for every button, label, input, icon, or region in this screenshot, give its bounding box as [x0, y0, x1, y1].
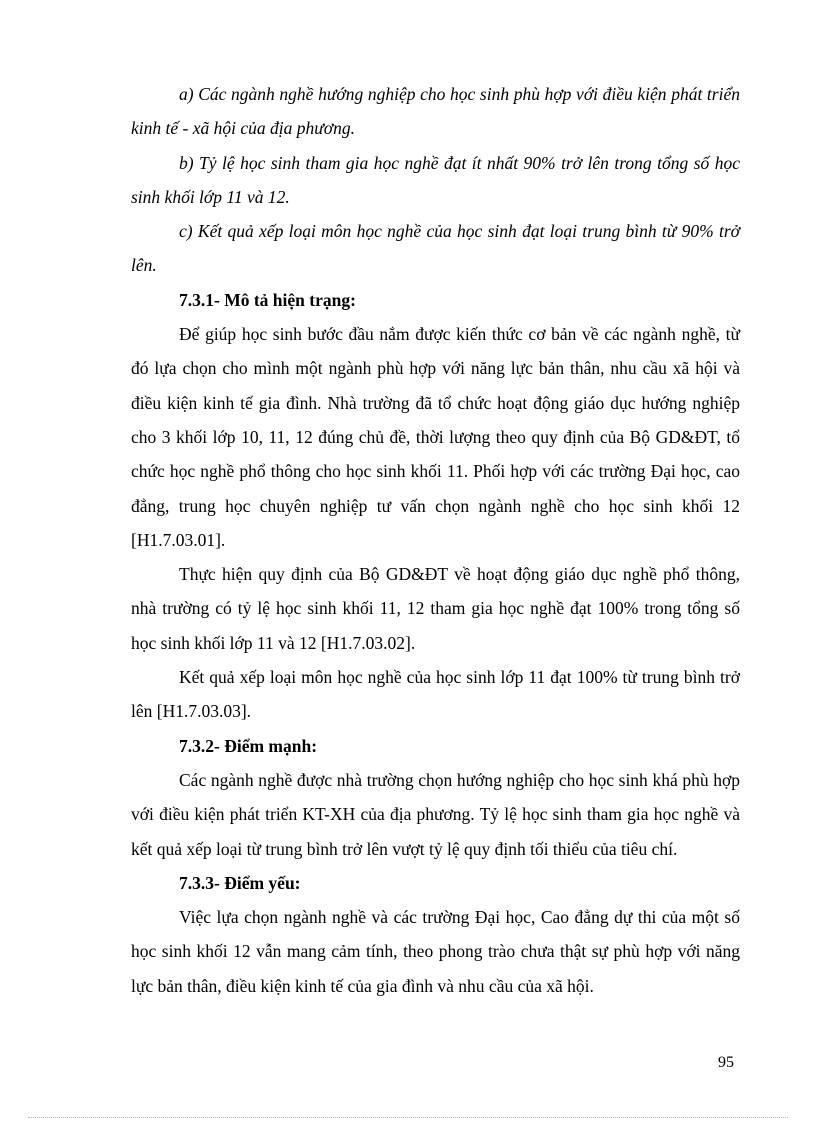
section-heading-current-status: 7.3.1- Mô tả hiện trạng:: [179, 289, 356, 310]
paragraph: Việc lựa chọn ngành nghề và các trường Đại học, Cao đẳng dự thi của một số học sinh khối 12 vẫn mang cảm tính, theo phong trào chưa thật sự phù hợp với năng lực bản thân, điều kiện kinh tế của gia đình và nhu cầu của xã hội.: [131, 907, 740, 996]
page-bottom-divider: [28, 1117, 788, 1118]
paragraph: Các ngành nghề được nhà trường chọn hướng nghiệp cho học sinh khá phù hợp với điều kiện phát triển KT-XH của địa phương. Tỷ lệ học sinh tham gia học nghề và kết quả xếp loại từ trung bình trở lên vượt tỷ lệ quy định tối thiểu của tiêu chí.: [131, 769, 740, 859]
criterion-b: b) Tỷ lệ học sinh tham gia học nghề đạt ít nhất 90% trở lên trong tổng số học sinh khối lớp 11 và 12.: [131, 152, 740, 207]
criterion-a: a) Các ngành nghề hướng nghiệp cho học sinh phù hợp với điều kiện phát triển kinh tế - xã hội của địa phương.: [131, 84, 740, 139]
paragraph: Thực hiện quy định của Bộ GD&ĐT về hoạt động giáo dục nghề phổ thông, nhà trường có tỷ lệ học sinh khối 11, 12 tham gia học nghề đạt 100% trong tổng số học sinh khối lớp 11 và 12 [H1.7.03.02].: [131, 564, 740, 653]
section-heading-strengths: 7.3.2- Điểm mạnh:: [179, 735, 318, 756]
page-number: 95: [718, 1054, 734, 1071]
criterion-c: c) Kết quả xếp loại môn học nghề của học sinh đạt loại trung bình từ 90% trở lên.: [131, 221, 740, 276]
page-content: [131, 77, 740, 1003]
paragraph: Kết quả xếp loại môn học nghề của học sinh lớp 11 đạt 100% từ trung bình trở lên [H1.7.03.03].: [131, 667, 740, 722]
section-heading-weaknesses: 7.3.3- Điểm yếu:: [179, 872, 301, 893]
paragraph: Để giúp học sinh bước đầu nắm được kiến thức cơ bản về các ngành nghề, từ đó lựa chọn cho mình một ngành phù hợp với năng lực bản thân, nhu cầu xã hội và điều kiện kinh tế gia đình. Nhà trường đã tổ chức hoạt động giáo dục hướng nghiệp cho 3 khối lớp 10, 11, 12 đúng chủ đề, thời lượng theo quy định của Bộ GD&ĐT, tổ chức học nghề phổ thông cho học sinh khối 11. Phối hợp với các trường Đại học, cao đẳng, trung học chuyên nghiệp tư vấn chọn ngành nghề cho học sinh khối 12 [H1.7.03.01].: [131, 324, 740, 550]
